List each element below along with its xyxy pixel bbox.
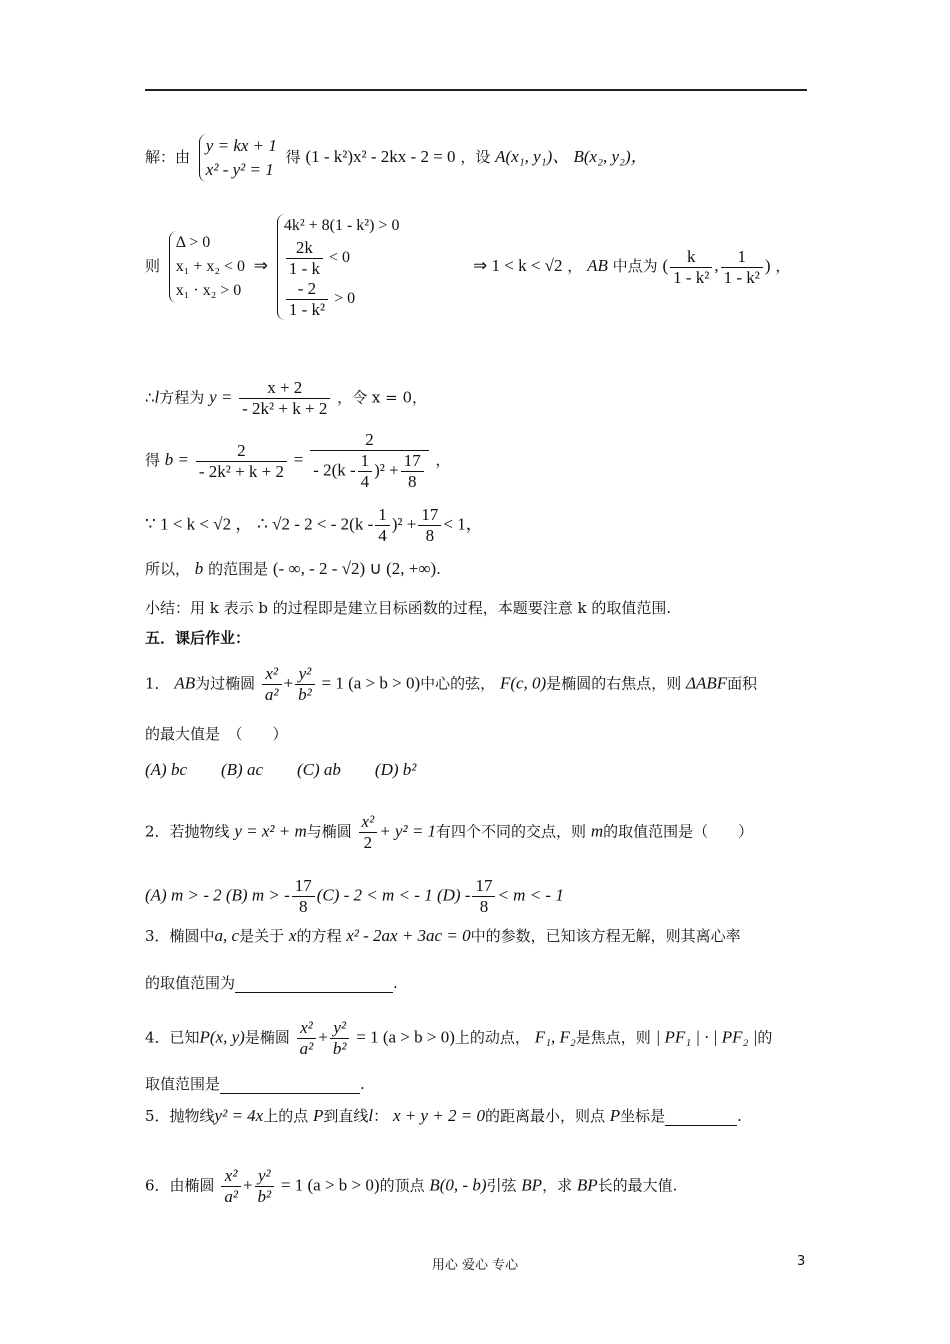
text: ， [567, 257, 583, 275]
question-2-options: (A) m > - 2 (B) m > - $\frac{17}{8}$ (C) - 2 < m < - 1 (D) - $\frac{17}{8}$ < m < - 1 [145, 876, 564, 916]
text: < 1， [443, 514, 483, 534]
b-fraction-completed-square: 2 - 2(k - $\frac{1}{4}$ )² + $\frac{17}{8}$ [310, 430, 429, 492]
text: AB [174, 673, 196, 693]
text: a, c [214, 926, 240, 945]
system-eq-1: y = kx + 1 [205, 136, 277, 155]
inequality-3: $\frac{- 2}{\text{1 - k²}}$ > 0 [284, 279, 400, 320]
line-equation-fraction: $\frac{x + 2}{\text{- 2k² + k + 2}}$ [239, 378, 330, 419]
question-4-line-2 [145, 1074, 365, 1094]
question-3-line-2 [145, 973, 398, 993]
text: 的范围是 [208, 560, 269, 578]
text: 2．若抛物线 [145, 822, 230, 841]
text: 的取值范围是（ ） [603, 822, 754, 841]
fraction: $\frac{- 2}{\text{1 - k²}}$ [286, 279, 328, 320]
text: (C) - 2 < m < - 1 (D) - [316, 885, 471, 905]
text: 的方程 [296, 927, 342, 945]
question-6: 6．由椭圆 $\frac{\text{x²}}{\text{a²}}$ + $\frac{\text{y²}}{\text{b²}}$ = 1 (a > b > 0)的顶点 B(0, - b)引弦 BP，求 BP长的最大值. [145, 1166, 678, 1206]
inequality-2: $\frac{2k}{1 - k}$ < 0 [284, 238, 400, 279]
solution-line-4 [145, 430, 451, 492]
text: BP [521, 1175, 543, 1195]
text: ∵ 1 < k < √2 ， [145, 514, 253, 534]
equation-system [199, 134, 277, 182]
inequality-system [277, 214, 400, 320]
text: ： [373, 1107, 389, 1125]
text: 则 [145, 257, 161, 275]
text: x + y + 2 = 0 [392, 1106, 485, 1125]
text: F(c, 0) [499, 673, 547, 693]
text: 中心的弦， [420, 674, 496, 693]
footer-text: 用心 爱心 专心 [431, 1258, 519, 1273]
text: (A) m > - 2 (B) m > - [145, 885, 290, 905]
text: 上的点 [263, 1107, 309, 1125]
text: 与椭圆 [306, 822, 352, 841]
answer-blank[interactable] [220, 1077, 360, 1094]
text: | PF₁ | · | PF₂ | [655, 1027, 758, 1047]
text: x [288, 926, 297, 945]
b-range: (- ∞, - 2 - √2) ∪ (2, +∞) [272, 559, 437, 578]
text: < m < - 1 [497, 885, 564, 905]
solution-line-6 [145, 559, 441, 579]
quadratic-equation: (1 - k²)x² - 2kx - 2 = 0 [305, 147, 456, 166]
text: 的距离最小，则点 [484, 1107, 605, 1125]
text: P [313, 1106, 324, 1125]
text: 6．由椭圆 [145, 1176, 215, 1195]
text: 4．已知 [145, 1028, 200, 1047]
condition-1: Δ > 0 [175, 234, 211, 251]
condition-2: x₁ + x₂ < 0 [175, 258, 245, 275]
text: + y² = 1 [379, 821, 437, 841]
question-3 [145, 926, 741, 946]
header-rule [145, 89, 807, 91]
section-title: 五．课后作业： [145, 629, 251, 647]
text: . [737, 1107, 742, 1125]
text: 有四个不同的交点，则 [436, 822, 587, 841]
text: 3．椭圆中 [145, 927, 215, 945]
text: y = x² + m [234, 821, 307, 841]
text: x² - 2ax + 3ac = 0 [346, 926, 471, 945]
text: 1． [145, 674, 170, 693]
text: BP [576, 1175, 598, 1195]
text: 是关于 [239, 927, 285, 945]
question-1: 1． AB为过椭圆 $\frac{\text{x²}}{\text{a²}}$ + $\frac{\text{y²}}{\text{b²}}$ = 1 (a > b > 0)中心的弦， F(c, 0)是椭圆的右焦点，则 ΔABF面积 [145, 664, 758, 704]
text: m [590, 821, 604, 841]
solution-label: 解：由 [145, 148, 191, 166]
text: = 1 (a > b > 0) [321, 673, 421, 693]
question-1-options: (A) bc (B) ac (C) ab (D) b² [145, 760, 417, 779]
text: l [368, 1106, 374, 1125]
text: 引弦 [486, 1176, 517, 1195]
text: = 1 (a > b > 0) [356, 1027, 455, 1047]
text: 为过椭圆 [195, 674, 256, 693]
text: . [360, 1075, 365, 1093]
text: ， [775, 257, 791, 275]
text: . [393, 974, 398, 992]
text: b [194, 559, 204, 578]
line-l: l [154, 387, 160, 407]
text: 方程为 [159, 388, 205, 407]
page-number: 3 [797, 1254, 806, 1269]
text: 上的动点， [454, 1028, 530, 1047]
text: 到直线 [323, 1107, 369, 1125]
text: 是椭圆 [244, 1028, 290, 1047]
midpoint-y: $\frac{1}{\text{1 - k²}}$ [721, 247, 763, 288]
text: ， [435, 451, 451, 469]
text: 所以， [145, 560, 191, 578]
midpoint-x: $\frac{k}{\text{1 - k²}}$ [670, 247, 712, 288]
text: 是焦点，则 [575, 1028, 651, 1047]
text: = [293, 450, 304, 469]
question-4: 4．已知P(x, y)是椭圆 $\frac{\text{x²}}{\text{a²}}$ + $\frac{\text{y²}}{\text{b²}}$ = 1 (a > b > 0)上的动点， F₁, F₂是焦点，则 | PF₁ | · | PF₂ |的 [145, 1018, 773, 1058]
text: y² = 4x [214, 1106, 264, 1125]
text: P(x, y) [199, 1027, 245, 1047]
text: y = [209, 387, 233, 407]
text: F₁, F₂ [534, 1027, 576, 1047]
text: 5．抛物线 [145, 1107, 215, 1125]
fraction: $\frac{2k}{1 - k}$ [286, 238, 323, 279]
text: 得 [285, 148, 301, 166]
text: ，设 [460, 148, 491, 166]
answer-blank[interactable] [665, 1109, 737, 1126]
text: ∴ √2 - 2 < - 2(k - [257, 514, 374, 534]
text: 取值范围是 [145, 1075, 221, 1093]
text: ，令 x = 0， [337, 388, 427, 407]
answer-blank[interactable] [235, 976, 393, 993]
therefore-symbol: ∴ [145, 388, 155, 407]
b-fraction: $\frac{2}{\text{- 2k² + k + 2}}$ [196, 441, 287, 482]
summary: 小结：用 k 表示 b 的过程即是建立目标函数的过程，本题要注意 k 的取值范围. [145, 599, 672, 617]
text: ，求 [542, 1176, 573, 1195]
text: 的取值范围为 [145, 974, 236, 992]
question-2: 2．若抛物线 y = x² + m与椭圆 $\frac{\text{x²}}{2}$ + y² = 1有四个不同的交点，则 m的取值范围是（ ） [145, 812, 754, 852]
solution-line-3 [145, 378, 427, 419]
question-5 [145, 1106, 742, 1126]
inequality-1: 4k² + 8(1 - k²) > 0 [283, 217, 400, 234]
text: 得 [145, 451, 161, 469]
text: 的 [757, 1028, 773, 1047]
segment-ab: AB [587, 256, 608, 275]
text: 面积 [727, 674, 758, 693]
text: = 1 (a > b > 0) [280, 1175, 380, 1195]
condition-system [169, 231, 245, 303]
text: 是椭圆的右焦点，则 [546, 674, 682, 693]
system-eq-2: x² - y² = 1 [205, 160, 274, 179]
text: 长的最大值. [597, 1176, 678, 1195]
k-range-result: ⇒ 1 < k < √2 [473, 256, 563, 275]
text: 的顶点 [379, 1176, 425, 1195]
text: 中点为 [612, 257, 658, 275]
condition-3: x₁ · x₂ > 0 [175, 282, 242, 299]
text: B(0, - b) [429, 1175, 487, 1195]
solution-line-1 [145, 134, 648, 182]
question-1-line-2: 的最大值是 （ ） [145, 725, 288, 743]
implies-arrow: ⇒ [253, 256, 269, 275]
text: 坐标是 [620, 1107, 666, 1125]
text: )² + [391, 514, 417, 534]
text: b = [164, 450, 190, 469]
text: ΔABF [686, 673, 728, 693]
text: P [609, 1106, 621, 1125]
solution-line-5: ∵ 1 < k < √2 ， ∴ √2 - 2 < - 2(k - $\frac{1}{4}$ )² + $\frac{17}{8}$ < 1， [145, 505, 483, 545]
solution-line-2: 则 Δ > 0 x₁ + x₂ < 0 x₁ · x₂ > 0 ⇒ 4k² + 8(1 - k²) > 0 $\frac{2k}{1 - k}$ < 0 $\frac{- 2}{\text{1 - k²}}$ > 0 ⇒ 1 < k < √2 ， AB 中点为 ( $\frac{k}{\text{1 - k²}}$ , $\frac{1}{\text{1 - k²}}$ ) ， [145, 214, 790, 320]
points-ab: A(x₁, y₁)、 B(x₂, y₂)， [495, 147, 648, 166]
text: . [436, 560, 441, 578]
text: 中的参数，已知该方程无解，则其离心率 [470, 927, 741, 945]
